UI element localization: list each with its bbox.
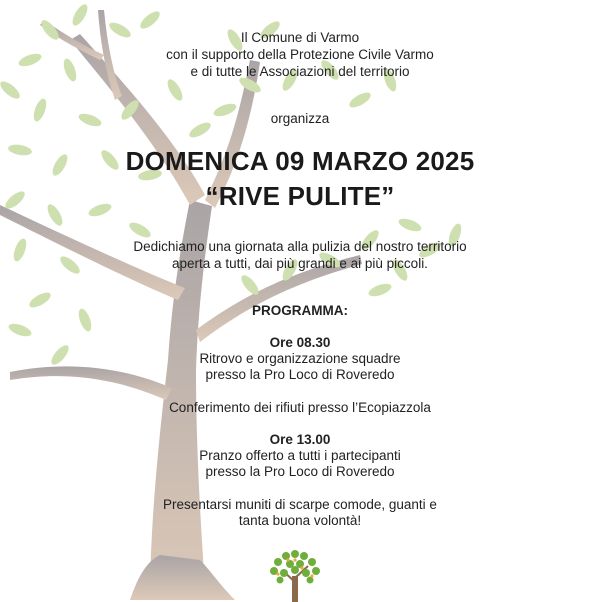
event-date-title: DOMENICA 09 MARZO 2025 <box>125 146 475 176</box>
small-tree-icon <box>264 546 326 602</box>
schedule-time-3: Ore 13.00 <box>269 432 331 447</box>
event-name-title: “RIVE PULITE” <box>205 181 395 211</box>
description-line-2: aperta a tutti, dai più grandi e ai più piccoli. <box>172 256 428 271</box>
schedule-time-1: Ore 08.30 <box>269 335 331 350</box>
description-line-1: Dedichiamo una giornata alla pulizia del nostro territorio <box>133 239 467 254</box>
schedule-item-3-line-1: Pranzo offerto a tutti i partecipanti <box>199 448 401 463</box>
closing-line-2: tanta buona volontà! <box>238 513 362 528</box>
schedule-item-2: Conferimento dei rifiuti presso l’Ecopiazzola <box>169 400 431 415</box>
schedule-item-3-line-2: presso la Pro Loco di Roveredo <box>205 464 395 479</box>
support-line: con il supporto della Protezione Civile Varmo <box>166 47 434 62</box>
programma-heading: PROGRAMMA: <box>252 303 348 318</box>
schedule-item-1-line-1: Ritrovo e organizzazione squadre <box>199 351 401 366</box>
associations-line: e di tutte le Associazioni del territorio <box>190 64 410 79</box>
organizza-label: organizza <box>270 111 330 126</box>
organizer-line: Il Comune di Varmo <box>240 30 360 45</box>
closing-line-1: Presentarsi muniti di scarpe comode, guanti e <box>163 497 437 512</box>
schedule-item-1-line-2: presso la Pro Loco di Roveredo <box>205 367 395 382</box>
